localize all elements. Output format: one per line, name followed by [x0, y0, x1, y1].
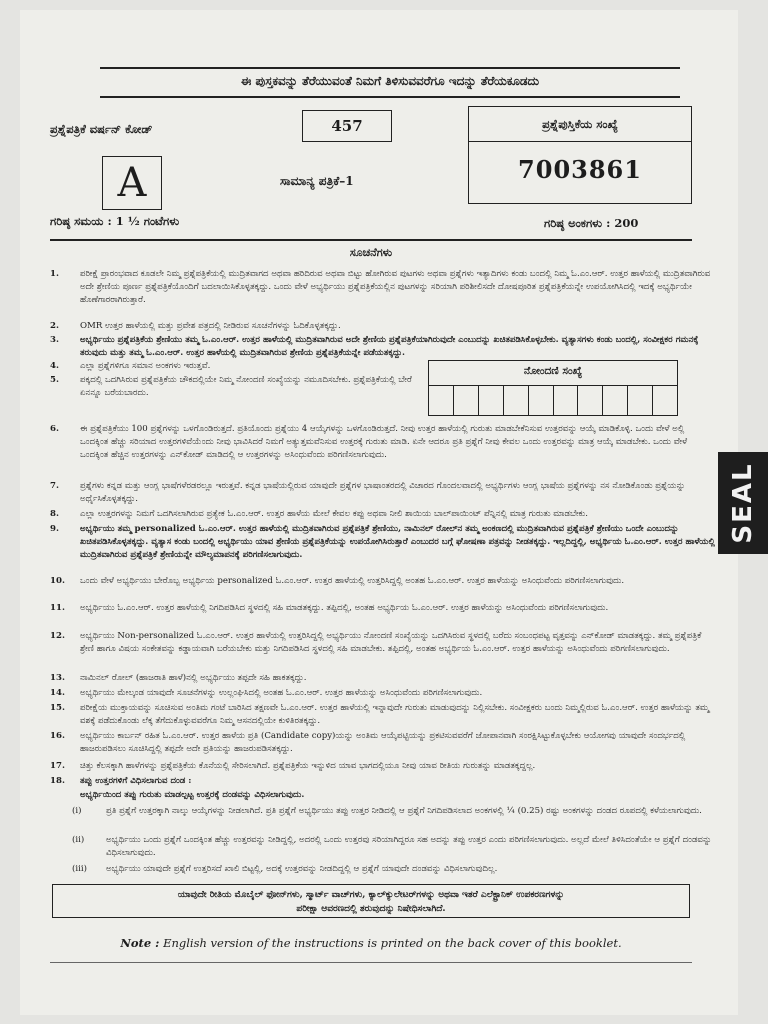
booklet-box-divider [469, 141, 691, 142]
instruction-2: 2. OMR ಉತ್ತರ ಹಾಳೆಯಲ್ಲಿ ಮತ್ತು ಪ್ರವೇಶ ಪತ್ರದಲ್ಲಿ ನೀಡಿರುವ ಸೂಚನೆಗಳನ್ನು ಓದಿಕೊಳ್ಳತಕ್ಕದ್ದು. [50, 321, 341, 331]
version-code-box [302, 110, 392, 142]
reg-cell[interactable] [628, 385, 653, 415]
instruction-12: 12. ಅಭ್ಯರ್ಥಿಯು Non-personalized ಓ.ಎಂ.ಆರ್. ಉತ್ತರ ಹಾಳೆಯಲ್ಲಿ ಉತ್ತರಿಸಿದ್ದಲ್ಲಿ ಅಭ್ಯರ್ಥಿಯು ನೋಂದಣಿ ಸಂಖ್ಯೆಯನ್ನು ಒದಗಿಸಿರುವ ಸ್ಥಳದಲ್ಲಿ ಬರೆದು ಸಂಬಂಧಪಟ್ಟ ವೃತ್ತವನ್ನು ಎನ್‌ಕೋಡ್ ಮಾಡತಕ್ಕದ್ದು. ತಮ್ಮ ಪ್ರಶ್ನೆಪತ್ರಿಕೆ ಶ್ರೇಣಿ ಹಾಗೂ ವಿಷಯ ಸಂಕೇತವನ್ನು ಕಡ್ಡಾಯವಾಗಿ ಬರೆಯಬೇಕು ಮತ್ತು ನಿಗದಿಪಡಿಸಿದ ಸ್ಥಳದಲ್ಲಿ ಸಹಿ ಮಾಡಬೇಕು. ತಪ್ಪಿದಲ್ಲಿ, ಅಂತಹ ಅಭ್ಯರ್ಥಿಯ ಓ.ಎಂ.ಆರ್. ಉತ್ತರ ಹಾಳೆಯನ್ನು ಅಸಿಂಧುವೆಂದು ಪರಿಗಣಿಸಲಾಗುವುದು. [50, 631, 702, 654]
instructions-heading: ಸೂಚನೆಗಳು [349, 246, 393, 259]
penalty-item-2: (ii) ಅಭ್ಯರ್ಥಿಯು ಒಂದು ಪ್ರಶ್ನೆಗೆ ಒಂದಕ್ಕಿಂತ ಹೆಚ್ಚು ಉತ್ತರವನ್ನು ನೀಡಿದ್ದಲ್ಲಿ, ಅದರಲ್ಲಿ ಒಂದು ಉತ್ತರವು ಸರಿಯಾಗಿದ್ದರೂ ಸಹ ಅದನ್ನು ತಪ್ಪು ಉತ್ತರ ಎಂದು ಪರಿಗಣಿಸಲಾಗುವುದು. ಅಲ್ಲದೆ ಮೇಲೆ ತಿಳಿಸಿದಂತೆಯೇ ಆ ಪ್ರಶ್ನೆಗೆ ದಂಡವನ್ನು ವಿಧಿಸಲಾಗುವುದು. [72, 835, 712, 858]
instruction-14: 14. ಅಭ್ಯರ್ಥಿಯು ಮೇಲ್ಕಂಡ ಯಾವುದೇ ಸೂಚನೆಗಳನ್ನು ಉಲ್ಲಂಘಿಸಿದಲ್ಲಿ ಅಂತಹ ಓ.ಎಂ.ಆರ್. ಉತ್ತರ ಹಾಳೆಯನ್ನು ಅಸಿಂಧುವೆಂದು ಪರಿಗಣಿಸಲಾಗುವುದು. [50, 688, 483, 698]
version-code-label: ಪ್ರಶ್ನೆಪತ್ರಿಕೆ ವರ್ಷನ್ ಕೋಡ್ [50, 122, 153, 136]
booklet-number-value: 7003861 [518, 155, 642, 184]
reg-cell[interactable] [603, 385, 628, 415]
reg-cell[interactable] [454, 385, 479, 415]
reg-cell[interactable] [429, 385, 454, 415]
reg-cell[interactable] [529, 385, 554, 415]
instruction-5: 5. ಪಕ್ಕದಲ್ಲಿ ಒದಗಿಸಿರುವ ಪ್ರಶ್ನೆಪತ್ರಿಕೆಯ ಚೌಕದಲ್ಲಿಯೇ ನಿಮ್ಮ ನೋಂದಣಿ ಸಂಖ್ಯೆಯನ್ನು ನಮೂದಿಸಬೇಕು. ಪ್ರಶ್ನೆಪತ್ರಿಕೆಯಲ್ಲಿ ಬೇರೆ ಏನನ್ನೂ ಬರೆಯಬಾರದು. [50, 375, 412, 398]
instruction-4: 4. ಎಲ್ಲಾ ಪ್ರಶ್ನೆಗಳಿಗೂ ಸಮಾನ ಅಂಕಗಳು ಇರುತ್ತವೆ. [50, 361, 211, 371]
booklet-number-label: ಪ್ರಶ್ನೆಪುಸ್ತಿಕೆಯ ಸಂಖ್ಯೆ [542, 117, 618, 131]
penalty-item-1: (i) ಪ್ರತಿ ಪ್ರಶ್ನೆಗೆ ಉತ್ತರಕ್ಕಾಗಿ ನಾಲ್ಕು ಆಯ್ಕೆಗಳನ್ನು ನೀಡಲಾಗಿದೆ. ಪ್ರತಿ ಪ್ರಶ್ನೆಗೆ ಅಭ್ಯರ್ಥಿಯು ತಪ್ಪು ಉತ್ತರ ನೀಡಿದಲ್ಲಿ ಆ ಪ್ರಶ್ನೆಗೆ ನಿಗದಿಪಡಿಸಲಾದ ಅಂಕಗಳಲ್ಲಿ ¼ (0.25) ರಷ್ಟು ಅಂಕಗಳನ್ನು ದಂಡದ ರೂಪದಲ್ಲಿ ಕಳೆಯಲಾಗುವುದು. [72, 806, 702, 816]
instruction-3: 3. ಅಭ್ಯರ್ಥಿಯು ಪ್ರಶ್ನೆಪತ್ರಿಕೆಯ ಶ್ರೇಣಿಯು ತಮ್ಮ ಓ.ಎಂ.ಆರ್. ಉತ್ತರ ಹಾಳೆಯಲ್ಲಿ ಮುದ್ರಿತವಾಗಿರುವ ಅದೇ ಶ್ರೇಣಿಯ ಪ್ರಶ್ನೆಪತ್ರಿಕೆಯಾಗಿರುವುದೇ ಎಂಬುದನ್ನು ಖಚಿತಪಡಿಸಿಕೊಳ್ಳಬೇಕು. ವ್ಯತ್ಯಾಸಗಳು ಕಂಡು ಬಂದಲ್ಲಿ, ಸಂವೀಕ್ಷಕರ ಗಮನಕ್ಕೆ ತರುವುದು ಮತ್ತು ತಮ್ಮ ಓ.ಎಂ.ಆರ್. ಉತ್ತರ ಹಾಳೆಯಲ್ಲಿ ಮುದ್ರಿತವಾಗಿರುವ ಶ್ರೇಣಿಯ ಪ್ರಶ್ನೆಪತ್ರಿಕೆಯನ್ನೇ ಪಡೆಯತಕ್ಕದ್ದು. [50, 335, 699, 358]
instruction-7: 7. ಪ್ರಶ್ನೆಗಳು ಕನ್ನಡ ಮತ್ತು ಆಂಗ್ಲ ಭಾಷೆಗಳೆರಡರಲ್ಲೂ ಇರುತ್ತವೆ. ಕನ್ನಡ ಭಾಷೆಯಲ್ಲಿರುವ ಯಾವುದೇ ಪ್ರಶ್ನೆಗಳ ಭಾಷಾಂತರದಲ್ಲಿ ವಿಚಾರದ ಗೊಂದಲವಾದಲ್ಲಿ ಅಭ್ಯರ್ಥಿಗಳು ಆಂಗ್ಲ ಭಾಷೆಯ ಪ್ರಶ್ನೆಗಳನ್ನು ನಸ ನೋಡಿಕೊಂಡು ಪ್ರಶ್ನೆಯನ್ನು ಅರ್ಥೈಸಿಕೊಳ್ಳತಕ್ಕದ್ದು. [50, 481, 686, 504]
penalty-intro: ಅಭ್ಯರ್ಥಿಯಿಂದ ತಪ್ಪು ಗುರುತು ಮಾಡಲ್ಪಟ್ಟ ಉತ್ತರಕ್ಕೆ ದಂಡವನ್ನು ವಿಧಿಸಲಾಗುವುದು. [80, 790, 305, 800]
booklet-number-box [468, 106, 692, 204]
version-code-value: 457 [331, 117, 363, 135]
penalty-item-3: (iii) ಅಭ್ಯರ್ಥಿಯು ಯಾವುದೇ ಪ್ರಶ್ನೆಗೆ ಉತ್ತರಿಸದೆ ಖಾಲಿ ಬಿಟ್ಟಲ್ಲಿ, ಅದಕ್ಕೆ ಉತ್ತರವನ್ನು ನೀಡದಿದ್ದಲ್ಲಿ ಆ ಪ್ರಶ್ನೆಗೆ ಯಾವುದೇ ದಂಡವನ್ನು ವಿಧಿಸಲಾಗುವುದಿಲ್ಲ. [72, 864, 498, 874]
reg-cell[interactable] [578, 385, 603, 415]
instruction-16: 16. ಅಭ್ಯರ್ಥಿಯು ಕಾರ್ಬನ್ ರಹಿತ ಓ.ಎಂ.ಆರ್. ಉತ್ತರ ಹಾಳೆಯ ಪ್ರತಿ (Candidate copy)ಯನ್ನು ಅಂತಿಮ ಆಯ್ಕೆಪಟ್ಟಿಯನ್ನು ಪ್ರಕಟಿಸುವವರೆಗೆ ಜೋಪಾನವಾಗಿ ಸಂರಕ್ಷಿಸಿಟ್ಟುಕೊಳ್ಳಬೇಕು ಆಯೋಗವು ಯಾವುದೇ ಸಂದರ್ಭದಲ್ಲಿ ಹಾಜರುಪಡಿಸಲು ಸೂಚಿಸಿದ್ದಲ್ಲಿ ತಪ್ಪದೇ ಅದೇ ಪ್ರತಿಯನ್ನು ಹಾಜರುಪಡಿಸತಕ್ಕದ್ದು. [50, 731, 686, 754]
note-text: English version of the instructions is printed on the back cover of this booklet. [163, 936, 622, 950]
series-letter-box [102, 156, 162, 210]
instruction-10: 10. ಒಂದು ವೇಳೆ ಅಭ್ಯರ್ಥಿಯು ಬೇರೊಬ್ಬ ಅಭ್ಯರ್ಥಿಯ personalized ಓ.ಎಂ.ಆರ್. ಉತ್ತರ ಹಾಳೆಯಲ್ಲಿ ಉತ್ತರಿಸಿದ್ದಲ್ಲಿ ಅಂತಹ ಓ.ಎಂ.ಆರ್. ಉತ್ತರ ಹಾಳೆಯನ್ನು ಅಸಿಂಧುವೆಂದು ಪರಿಗಣಿಸಲಾಗುವುದು. [50, 576, 625, 586]
seal-tab [718, 452, 768, 554]
registration-number-box [428, 360, 678, 416]
instruction-13: 13. ನಾಮಿನಲ್ ರೋಲ್‌ (ಹಾಜರಾತಿ ಹಾಳೆ)ನಲ್ಲಿ ಅಭ್ಯರ್ಥಿಯು ತಪ್ಪದೇ ಸಹಿ ಹಾಕತಕ್ಕದ್ದು. [50, 673, 307, 683]
registration-digit-cells [429, 385, 677, 415]
max-time: ಗರಿಷ್ಠ ಸಮಯ : 1 ½ ಗಂಟೆಗಳು [50, 214, 180, 228]
paper-title: ಸಾಮಾನ್ಯ ಪತ್ರಿಕೆ–1 [280, 174, 354, 188]
bottom-rule [50, 962, 692, 963]
instruction-9: 9. ಅಭ್ಯರ್ಥಿಯು ತಮ್ಮ personalized ಓ.ಎಂ.ಆರ್. ಉತ್ತರ ಹಾಳೆಯಲ್ಲಿ ಮುದ್ರಿತವಾಗಿರುವ ಪ್ರಶ್ನೆಪತ್ರಿಕೆ ಶ್ರೇಣಿಯು, ನಾಮಿನಲ್ ರೋಲ್‌ನ ತಮ್ಮ ಅಂಕಣದಲ್ಲಿ ಮುದ್ರಿತವಾಗಿರುವ ಪ್ರಶ್ನೆಪತ್ರಿಕೆ ಶ್ರೇಣಿಯು ಒಂದೇ ಎಂಬುದನ್ನು ಖಚಿತಪಡಿಸಿಕೊಳ್ಳತಕ್ಕದ್ದು. ವ್ಯತ್ಯಾಸ ಕಂಡು ಬಂದಲ್ಲಿ ಅಭ್ಯರ್ಥಿಯು ಯಾವ ಶ್ರೇಣಿಯ ಪ್ರಶ್ನೆಪತ್ರಿಕೆಯನ್ನು ಉಪಯೋಗಿಸಿರುತ್ತಾರೆ ಎಂಬುದರ ಬಗ್ಗೆ ಘೋಷಣಾ ಪತ್ರವನ್ನು ನೀಡತಕ್ಕದ್ದು. ಇಲ್ಲದಿದ್ದಲ್ಲಿ, ಅಭ್ಯರ್ಥಿಯ ಓ.ಎಂ.ಆರ್. ಉತ್ತರ ಹಾಳೆಯಲ್ಲಿ ಮುದ್ರಿತವಾಗಿರುವ ಪ್ರಶ್ನೆಪತ್ರಿಕೆ ಶ್ರೇಣಿಯನ್ನೇ ಮೌಲ್ಯಮಾಪನಕ್ಕೆ ಪರಿಗಣಿಸಲಾಗುವುದು. [50, 524, 715, 560]
instruction-17: 17. ಚಿತ್ತು ಕೆಲಸಕ್ಕಾಗಿ ಹಾಳೆಗಳನ್ನು ಪ್ರಶ್ನೆಪತ್ರಿಕೆಯ ಕೊನೆಯಲ್ಲಿ ಸೇರಿಸಲಾಗಿದೆ. ಪ್ರಶ್ನೆಪತ್ರಿಕೆಯ ಇನ್ನುಳಿದ ಯಾವ ಭಾಗದಲ್ಲಿಯೂ ನೀವು ಯಾವ ರೀತಿಯ ಗುರುತನ್ನು ಮಾಡತಕ್ಕದ್ದಲ್ಲ. [50, 761, 536, 771]
instruction-18: 18. ತಪ್ಪು ಉತ್ತರಗಳಿಗೆ ವಿಧಿಸಲಾಗುವ ದಂಡ : [50, 776, 192, 786]
reg-cell[interactable] [554, 385, 579, 415]
instruction-6: 6. ಈ ಪ್ರಶ್ನೆಪತ್ರಿಕೆಯು 100 ಪ್ರಶ್ನೆಗಳನ್ನು ಒಳಗೊಂಡಿರುತ್ತದೆ. ಪ್ರತಿಯೊಂದು ಪ್ರಶ್ನೆಯು 4 ಆಯ್ಕೆಗಳನ್ನು ಒಳಗೊಂಡಿರುತ್ತದೆ. ನೀವು ಉತ್ತರ ಹಾಳೆಯಲ್ಲಿ ಗುರುತು ಮಾಡಬೇಕೆನಿಸುವ ಉತ್ತರವನ್ನು ಆಯ್ಕೆ ಮಾಡಿಕೊಳ್ಳಿ. ಒಂದು ವೇಳೆ ಅಲ್ಲಿ ಒಂದಕ್ಕಿಂತ ಹೆಚ್ಚು ಸರಿಯಾದ ಉತ್ತರಗಳಿವೆಯೆಂದು ನೀವು ಭಾವಿಸಿದರೆ ನಿಮಗೆ ಅತ್ಯುತ್ತಮವೆನಿಸುವ ಉತ್ತರಕ್ಕೆ ಗುರುತು ಮಾಡಿ. ಏನೇ ಆದರೂ ಪ್ರತಿ ಪ್ರಶ್ನೆಗೆ ನೀವು ಕೇವಲ ಒಂದು ಉತ್ತರವನ್ನು ಮಾತ್ರ ಆಯ್ಕೆ ಮಾಡಬೇಕು. ಒಂದು ವೇಳೆ ಒಂದಕ್ಕಿಂತ ಹೆಚ್ಚಿನ ಉತ್ತರಗಳನ್ನು ಎನ್‌ಕೋಡ್ ಮಾಡಿದಲ್ಲಿ ಆ ಉತ್ತರಗಳನ್ನು ಅಸಿಂಧುವೆಂದು ಪರಿಗಣಿಸಲಾಗುವುದು. [50, 424, 688, 460]
instruction-15: 15. ಪರೀಕ್ಷೆಯ ಮುಕ್ತಾಯವನ್ನು ಸೂಚಿಸುವ ಅಂತಿಮ ಗಂಟೆ ಬಾರಿಸಿದ ತಕ್ಷಣವೇ ಓ.ಎಂ.ಆರ್. ಉತ್ತರ ಹಾಳೆಯಲ್ಲಿ ಇನ್ನಾವುದೇ ಗುರುತು ಮಾಡುವುದನ್ನು ನಿಲ್ಲಿಸಬೇಕು. ಸಂವೀಕ್ಷಕರು ಬಂದು ನಿಮ್ಮಲ್ಲಿರುವ ಓ.ಎಂ.ಆರ್. ಉತ್ತರ ಹಾಳೆಯನ್ನು ತಮ್ಮ ವಶಕ್ಕೆ ಪಡೆದುಕೊಂಡು ಲೆಕ್ಕ ತೆಗೆದುಕೊಳ್ಳುವವರೆಗೂ ನಿಮ್ಮ ಆಸನದಲ್ಲಿಯೇ ಕುಳಿತಿರತಕ್ಕದ್ದು. [50, 703, 710, 726]
max-marks: ಗರಿಷ್ಠ ಅಂಕಗಳು : 200 [544, 216, 639, 230]
instruction-8: 8. ಎಲ್ಲಾ ಉತ್ತರಗಳನ್ನು ನಿಮಗೆ ಒದಗಿಸಲಾಗಿರುವ ಪ್ರತ್ಯೇಕ ಓ.ಎಂ.ಆರ್. ಉತ್ತರ ಹಾಳೆಯ ಮೇಲೆ ಕೇವಲ ಕಪ್ಪು ಅಥವಾ ನೀಲಿ ಶಾಯಿಯ ಬಾಲ್‌ಪಾಯಿಂಟ್ ಪೆನ್ನಿನಲ್ಲಿ ಮಾತ್ರ ಗುರುತು ಮಾಡಬೇಕು. [50, 509, 589, 519]
seal-label: SEAL [728, 462, 758, 544]
instruction-1: 1. ಪರೀಕ್ಷೆ ಪ್ರಾರಂಭವಾದ ಕೂಡಲೇ ನಿಮ್ಮ ಪ್ರಶ್ನೆಪತ್ರಿಕೆಯಲ್ಲಿ ಮುದ್ರಿತವಾಗದ ಅಥವಾ ಹರಿದಿರುವ ಅಥವಾ ಬಿಟ್ಟು ಹೋಗಿರುವ ಪುಟಗಳು ಅಥವಾ ಪ್ರಶ್ನೆಗಳು ಇತ್ಯಾದಿಗಳು ಕಂಡು ಬಂದಲ್ಲಿ ನಿಮ್ಮ ಓ.ಎಂ.ಆರ್. ಉತ್ತರ ಹಾಳೆಯಲ್ಲಿ ಮುದ್ರಿತವಾಗಿರುವ ಅದೇ ಶ್ರೇಣಿಯ ಪೂರ್ಣ ಪ್ರಶ್ನೆಪತ್ರಿಕೆಯೊಂದಿಗೆ ಬದಲಾಯಿಸಿಕೊಳ್ಳತಕ್ಕದ್ದು. ಒಂದು ವೇಳೆ ಅಭ್ಯರ್ಥಿಯು ಪ್ರಶ್ನೆಪತ್ರಿಕೆಯಲ್ಲಿನ ಪುಟಗಳನ್ನು ಸರಿಯಾಗಿ ಪರಿಶೀಲಿಸದೇ ದೋಷಪೂರಿತ ಪ್ರಶ್ನೆಪತ್ರಿಕೆಯನ್ನೇ ಉಪಯೋಗಿಸಿದಲ್ಲಿ ಇದಕ್ಕೆ ಅಭ್ಯರ್ಥಿಯೇ ಹೊಣೆಗಾರರಾಗಿರುತ್ತಾರೆ. [50, 269, 711, 305]
top-warning: ಈ ಪುಸ್ತಕವನ್ನು ತೆರೆಯುವಂತೆ ನಿಮಗೆ ತಿಳಿಸುವವರೆಗೂ ಇದನ್ನು ತೆರೆಯಕೂಡದು [240, 74, 540, 88]
prohibition-line-1: ಯಾವುದೇ ರೀತಿಯ ಮೊಬೈಲ್ ಫೋನ್‌ಗಳು, ಸ್ಮಾರ್ಟ್ ವಾಚ್‌ಗಳು, ಕ್ಯಾಲ್‌ಕ್ಯುಲೇಟರ್‌ಗಳನ್ನು ಅಥವಾ ಇತರೆ ಎಲೆಕ್ಟ್ರಾನಿಕ್ ಉಪಕರಣಗಳನ್ನು [177, 890, 565, 900]
note-label: Note : [120, 936, 160, 950]
question-booklet-cover [20, 10, 738, 1015]
reg-cell[interactable] [504, 385, 529, 415]
top-rule [100, 67, 680, 69]
english-version-note [50, 936, 692, 950]
prohibition-box [52, 884, 690, 918]
top-rule-lower [100, 96, 680, 98]
prohibition-line-2: ಪರೀಕ್ಷಾ ಆವರಣದಲ್ಲಿ ತರುವುದನ್ನು ನಿಷೇಧಿಸಲಾಗಿದೆ. [296, 904, 446, 914]
registration-number-label: ನೋಂದಣಿ ಸಂಖ್ಯೆ [523, 365, 583, 377]
header-bottom-rule [50, 239, 692, 241]
reg-cell[interactable] [653, 385, 677, 415]
series-letter: A [117, 160, 147, 206]
reg-cell[interactable] [479, 385, 504, 415]
instruction-11: 11. ಅಭ್ಯರ್ಥಿಯು ಓ.ಎಂ.ಆರ್. ಉತ್ತರ ಹಾಳೆಯಲ್ಲಿ ನಿಗದಿಪಡಿಸಿದ ಸ್ಥಳದಲ್ಲಿ ಸಹಿ ಮಾಡತಕ್ಕದ್ದು. ತಪ್ಪಿದಲ್ಲಿ, ಅಂತಹ ಅಭ್ಯರ್ಥಿಯ ಓ.ಎಂ.ಆರ್. ಉತ್ತರ ಹಾಳೆಯನ್ನು ಅಸಿಂಧುವೆಂದು ಪರಿಗಣಿಸಲಾಗುವುದು. [50, 603, 609, 613]
